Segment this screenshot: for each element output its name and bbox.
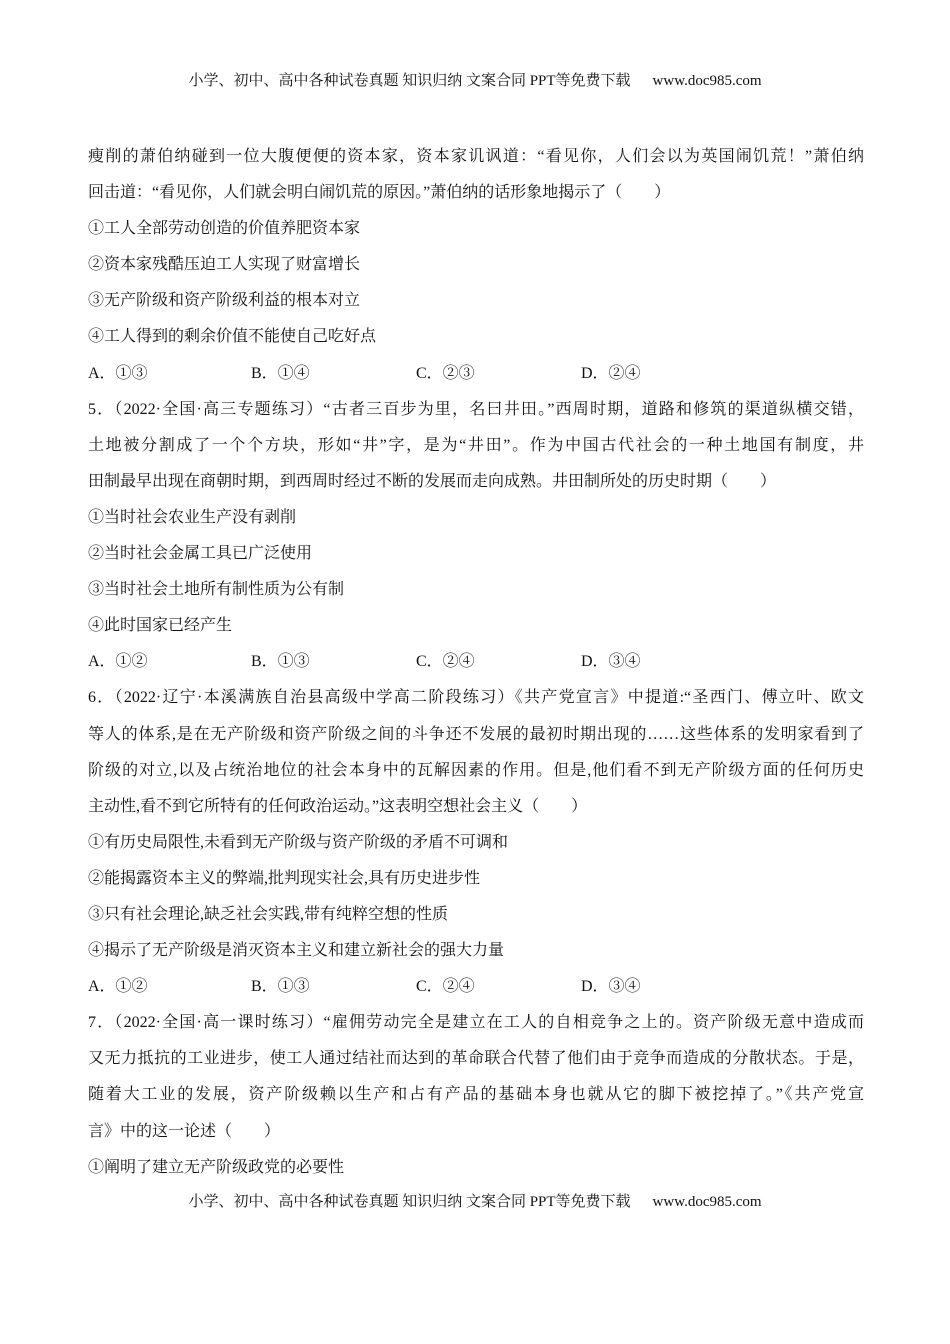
question-stem-line: 阶级的对立,以及占统治地位的社会本身中的瓦解因素的作用。但是,他们看不到无产阶级方面的任何历史 <box>88 761 864 779</box>
answer-options <box>88 356 864 392</box>
statement-item: ①阐明了建立无产阶级政党的必要性 <box>88 1158 345 1176</box>
question-block <box>88 139 864 392</box>
question-stem-line: 瘦削的萧伯纳碰到一位大腹便便的资本家，资本家讥讽道：“看见你，人们会以为英国闹饥荒！”萧伯纳 <box>88 148 864 165</box>
question-stem-line: 言》中的这一论述（ ） <box>88 1122 281 1140</box>
answer-options <box>88 644 864 680</box>
question-stem-line: 7．（2022·全国·高一课时练习）“雇佣劳动完全是建立在工人的自相竞争之上的。资产阶级无意中造成而 <box>88 1014 864 1032</box>
question-block <box>88 680 864 1005</box>
footer-url: www.doc985.com <box>652 1194 762 1210</box>
answer-option-c[interactable]: C．②④ <box>416 653 475 671</box>
question-stem-line: 5．（2022·全国·高三专题练习）“古者三百步为里，名曰井田。”西周时期，道路和修筑的渠道纵横交错， <box>88 400 864 418</box>
statement-item: ③无产阶级和资产阶级利益的根本对立 <box>88 292 361 310</box>
question-stem-line: 等人的体系,是在无产阶级和资产阶级之间的斗争还不发展的最初时期出现的……这些体系的发明家看到了 <box>88 725 864 743</box>
question-stem-line: 又无力抵抗的工业进步，使工人通过结社而达到的革命联合代替了他们由于竞争而造成的分散状态。于是， <box>88 1050 864 1068</box>
answer-option-b[interactable]: B．①④ <box>251 364 310 382</box>
page-header <box>0 69 950 90</box>
statement-item: ④工人得到的剩余价值不能使自己吃好点 <box>88 328 377 346</box>
question-stem-line: 6．（2022·辽宁·本溪满族自治县高级中学高二阶段练习）《共产党宣言》中提道:“圣西门、傅立叶、欧文 <box>88 689 864 707</box>
question-stem-line: 土地被分割成了一个个方块，形如“井”字，是为“井田”。作为中国古代社会的一种土地国有制度，井 <box>88 436 864 454</box>
answer-option-a[interactable]: A．①② <box>88 978 148 996</box>
answer-option-b[interactable]: B．①③ <box>251 978 310 996</box>
header-url: www.doc985.com <box>652 73 762 89</box>
statement-item: ②资本家残酷压迫工人实现了财富增长 <box>88 256 361 274</box>
footer-text: 小学、初中、高中各种试卷真题 知识归纳 文案合同 PPT等免费下载 <box>188 1194 631 1210</box>
statement-item: ③只有社会理论,缺乏社会实践,带有纯粹空想的性质 <box>88 905 449 923</box>
question-stem-line: 随着大工业的发展，资产阶级赖以生产和占有产品的基础本身也就从它的脚下被挖掉了。”《共产党宣 <box>88 1086 864 1104</box>
question-content <box>88 139 864 1186</box>
question-stem-line: 回击道：“看见你，人们就会明白闹饥荒的原因。”萧伯纳的话形象地揭示了（ ） <box>88 184 671 202</box>
question-block <box>88 392 864 681</box>
statement-item: ①工人全部劳动创造的价值养肥资本家 <box>88 220 361 238</box>
statement-item: ①有历史局限性,未看到无产阶级与资产阶级的矛盾不可调和 <box>88 833 509 851</box>
answer-option-b[interactable]: B．①③ <box>251 653 310 671</box>
statement-item: ④此时国家已经产生 <box>88 617 233 635</box>
answer-option-d[interactable]: D．③④ <box>581 978 641 996</box>
statement-item: ②能揭露资本主义的弊端,批判现实社会,具有历史进步性 <box>88 869 481 887</box>
question-stem-line: 田制最早出现在商朝时期，到西周时经过不断的发展而走向成熟。井田制所处的历史时期（ ） <box>88 472 777 490</box>
answer-option-c[interactable]: C．②④ <box>416 978 475 996</box>
statement-item: ①当时社会农业生产没有剥削 <box>88 508 297 526</box>
statement-item: ②当时社会金属工具已广泛使用 <box>88 545 313 563</box>
answer-option-a[interactable]: A．①③ <box>88 364 148 382</box>
answer-option-a[interactable]: A．①② <box>88 653 148 671</box>
question-stem-line: 主动性,看不到它所特有的任何政治运动。”这表明空想社会主义（ ） <box>88 797 588 815</box>
statement-item: ④揭示了无产阶级是消灭资本主义和建立新社会的强大力量 <box>88 942 505 960</box>
answer-option-c[interactable]: C．②③ <box>416 364 475 382</box>
answer-option-d[interactable]: D．②④ <box>581 364 641 382</box>
answer-option-d[interactable]: D．③④ <box>581 653 641 671</box>
header-text: 小学、初中、高中各种试卷真题 知识归纳 文案合同 PPT等免费下载 <box>188 73 631 89</box>
page-footer <box>0 1190 950 1211</box>
statement-item: ③当时社会土地所有制性质为公有制 <box>88 581 345 599</box>
answer-options <box>88 969 864 1005</box>
question-block <box>88 1005 864 1185</box>
